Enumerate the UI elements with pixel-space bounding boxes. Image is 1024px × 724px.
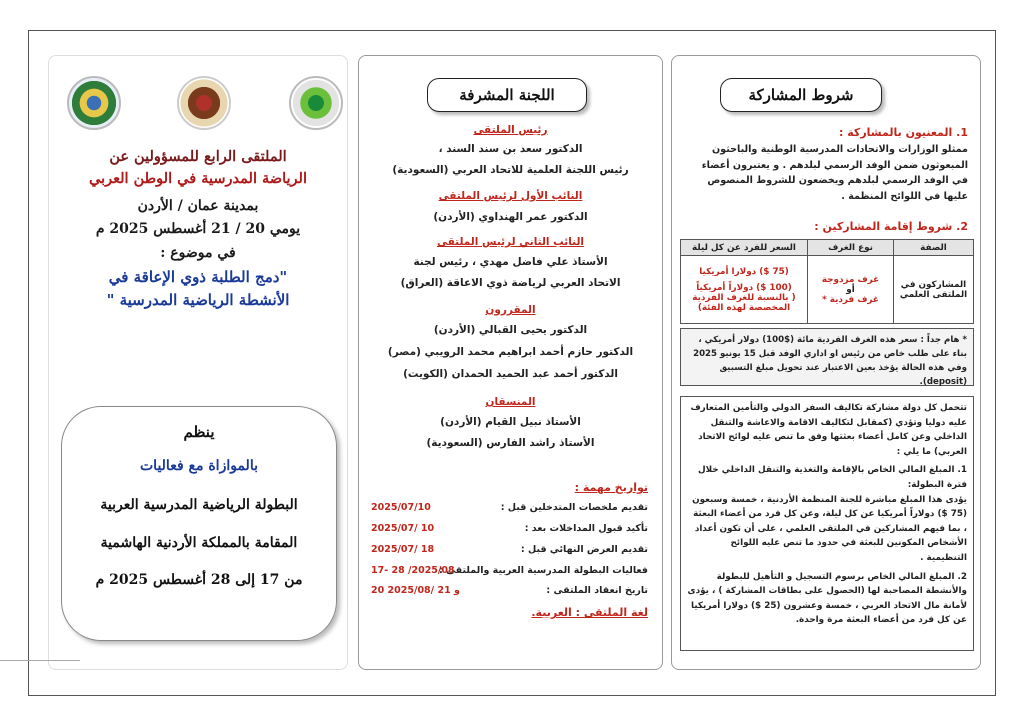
ministry-logo (289, 76, 343, 130)
date-value: 20 و 21 /2025/08 (371, 585, 460, 596)
room-type-cell (808, 256, 894, 324)
topic-line-1: "دمج الطلبة ذوي الإعاقة في (108, 268, 288, 286)
important-note: * هام جداً : سعر هذه الغرف الفردية مائة ($100) دولار أمريكي ، بناء على طلب خاص من رئيس او اداري الوفد قبل 15 يونيو 2025 وفي هذه الحالة يؤخذ بعين الاعتبار عند تحويل مبلغ التسبيق (deposit). (680, 328, 974, 386)
date-label: تقديم ملخصات المتدخلين قبل : (500, 502, 648, 513)
room-or: أو (846, 284, 855, 295)
cost-item-1-text: يؤدى هذا المبلغ مباشرة للجنة المنظمة الأردنية ، خمسة وسبعون (75 $) دولاراً أمريكيا عن كل ليلة، وعن كل فرد من أعضاء البعثة ، بما فيهم المشاركين في الملتقى العلمي ، على أن تكون أعداد الأشخاص المكونين للبعثة في حدود ما تنص عليه اللوائح التنظيمية . (692, 494, 967, 563)
dates-line: يومي 20 / 21 أغسطس 2025 م (95, 221, 301, 237)
organizer-line-3: المقامة بالمملكة الأردنية الهاشمية (100, 535, 298, 551)
chair-name: الدكتور سعد بن سند السند ، (438, 143, 583, 155)
cover-panel (48, 55, 348, 670)
title-line-1: الملتقى الرابع للمسؤولين عن (109, 148, 287, 165)
chair-title: رئيس الملتقى (473, 124, 548, 136)
cost-item-1-title: 1. المبلغ المالي الخاص بالإقامة والتغذية والتنقل الداخلي خلال فترة البطولة: (697, 465, 967, 490)
date-label: تاريخ انعقاد الملتقى : (546, 585, 648, 596)
coordinators-title: المنسقان (485, 396, 536, 408)
table-header: السعر للفرد عن كل ليلة (681, 240, 808, 256)
room-double: غرف مزدوجة (821, 274, 880, 285)
section-2-title: 2. شروط إقامة المشاركين : (814, 220, 968, 233)
organizer-box (61, 406, 337, 641)
vice2-role: الاتحاد العربي لرياضة ذوي الاعاقة (العراق) (400, 277, 621, 289)
topic-label: في موضوع : (160, 245, 236, 261)
bottom-rule (0, 660, 80, 661)
section-1-text: ممثلو الوزارات والاتحادات المدرسية الوطنية والباحثون المبعوثون ضمن الوفد الرسمي لبلدهم . و يعتبرون أعضاء في الوفد الرسمي لبلدهم ويخضعون للشروط المنصوص عليها في اللوائح المنظمة . (701, 144, 968, 202)
vice2-title: النائب الثاني لرئيس الملتقى (436, 236, 584, 248)
title-line-2: الرياضة المدرسية في الوطن العربي (88, 170, 308, 187)
date-value: 2025/07/ 18 (371, 544, 435, 555)
section-1-title: 1. المعنيون بالمشاركة : (839, 126, 968, 139)
logos-row (59, 76, 337, 141)
organizer-title: ينظم (183, 423, 215, 441)
coordinator-2: الأستاذ راشد الفارس (السعودية) (426, 437, 595, 449)
vice1-title: النائب الأول لرئيس الملتقى (438, 190, 583, 202)
accommodation-table (680, 239, 974, 324)
rapporteur-1: الدكتور يحيى القبالي (الأردن) (433, 324, 588, 336)
vice2-name: الأستاذ علي فاضل مهدي ، رئيس لجنة (413, 256, 608, 268)
room-single: غرف فردية * (822, 294, 879, 305)
rapporteurs-title: المقررون (485, 304, 536, 316)
date-label: فعاليات البطولة المدرسية العربية والملتقى : (438, 565, 648, 576)
date-value: 17- 28 /2025/08 (371, 565, 455, 576)
conditions-heading: شروط المشاركة (720, 78, 882, 112)
date-row (371, 502, 648, 518)
topic-line-2: الأنشطة الرياضية المدرسية " (106, 291, 290, 309)
date-label: تأكيد قبول المداخلات بعد : (524, 523, 648, 534)
conditions-panel (671, 55, 981, 670)
federation-logo (67, 76, 121, 130)
rapporteur-2: الدكتور حازم أحمد ابراهيم محمد الرويبي (مصر) (387, 346, 634, 358)
costs-box (680, 396, 974, 651)
price-double: (75 $) دولارا أمريكيا (699, 266, 789, 277)
jordan-emblem-logo (177, 76, 231, 130)
costs-intro: تتحمل كل دولة مشاركة تكاليف السفر الدولي والتأمين المتعارف عليه دوليا وتؤدي (كمقابل لتكاليف الاقامة والاعاشة والتنقل الداخلي وعن كامل أعضاء بعثتها وفق ما تنص عليه لوائح الاتحاد العربي) ما يلي : (690, 403, 967, 457)
coordinator-1: الأستاذ نبيل القيام (الأردن) (440, 416, 581, 428)
table-header: الصفة (894, 240, 974, 256)
date-row (371, 585, 648, 601)
cost-item-2-text: 2. المبلغ المالي الخاص برسوم التسجيل و التأهيل للبطولة والأنشطة المصاحبة لها (الحصول على بطاقات المشاركة ) ، يؤدى لأمانة مال الاتحاد العربي ، خمسة وعشرون (25 $) دولارا أمريكيا عن كل فرد من أعضاء البعثة مرة واحدة. (687, 571, 967, 626)
language-line: لغة الملتقى : العربية. (531, 606, 648, 619)
date-label: تقديم العرض النهائي قبل : (520, 544, 648, 555)
price-single: (100 $) دولاراً أمريكياً (696, 282, 792, 293)
rapporteur-3: الدكتور أحمد عبد الحميد الحمدان (الكويت) (403, 368, 618, 380)
organizer-line-4: من 17 إلى 28 أغسطس 2025 م (95, 572, 303, 588)
participant-category: المشاركون في الملتقى العلمي (894, 256, 974, 324)
date-value: 2025/07/10 (371, 502, 431, 513)
date-value: 2025/07/ 10 (371, 523, 435, 534)
date-row (371, 523, 648, 539)
date-row (371, 565, 648, 581)
price-cell (681, 256, 808, 324)
committee-panel (358, 55, 663, 670)
date-row (371, 544, 648, 560)
vice1-name: الدكتور عمر الهنداوي (الأردن) (433, 211, 588, 223)
city-line: بمدينة عمان / الأردن (137, 198, 259, 214)
committee-heading: اللجنة المشرفة (427, 78, 587, 112)
organizer-line-1: بالموازاة مع فعاليات (140, 458, 258, 474)
price-note: ( بالنسبة للغرف الفردية المخصصة لهذه الفئة) (692, 292, 796, 313)
table-header: نوع الغرف (808, 240, 894, 256)
important-dates-title: تواريخ مهمة : (574, 481, 648, 494)
organizer-line-2: البطولة الرياضية المدرسية العربية (100, 497, 298, 513)
chair-role: رئيس اللجنة العلمية للاتحاد العربي (السعودية) (392, 164, 629, 176)
